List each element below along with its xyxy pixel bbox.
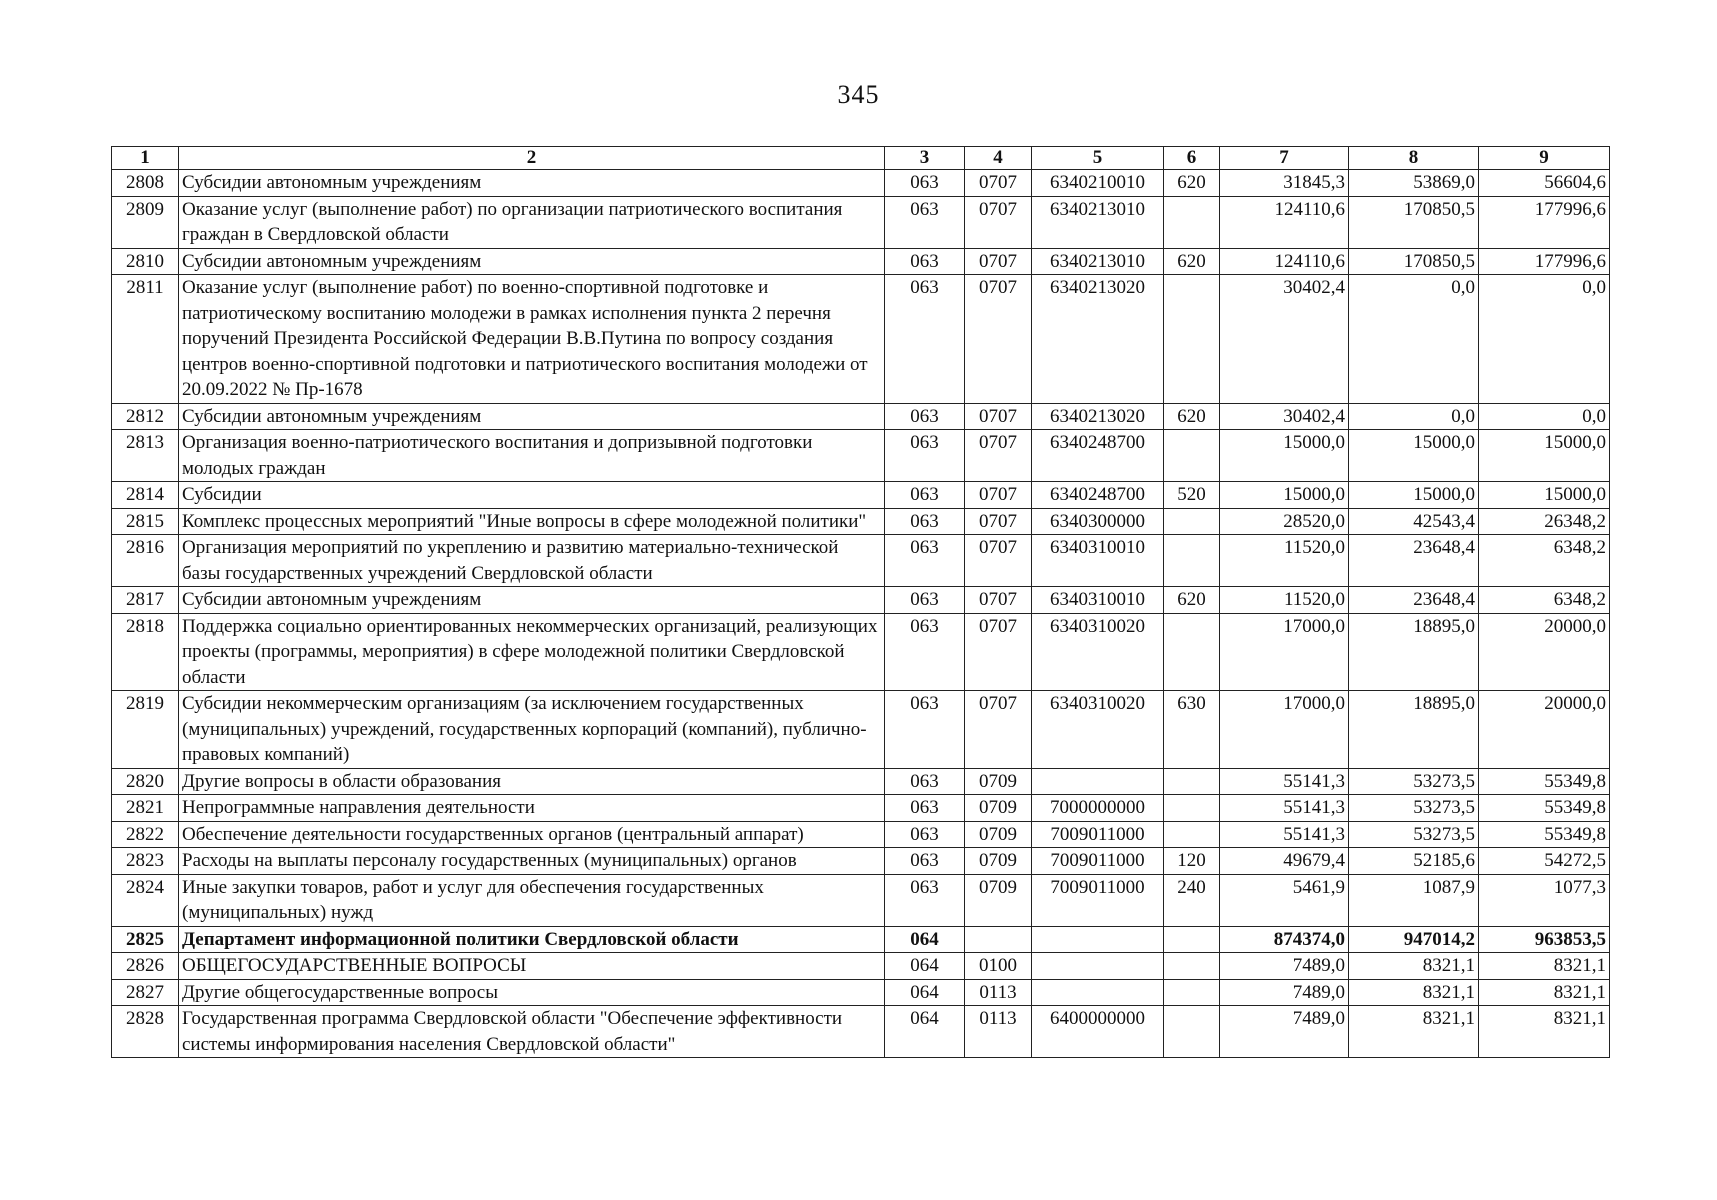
row-name-cell: Оказание услуг (выполнение работ) по военно-спортивной подготовке и патриотическому воспитанию молодежи в рамках исполнения пункта 2 перечня поручений Президента Российской Федерации В.В.Путина по вопросу создания центров военно-спортивной подготовки и патриотического воспитания молодежи от 20.09.2022 № Пр-1678 [179, 275, 885, 404]
value-2026-cell: 177996,6 [1479, 248, 1610, 275]
row-number-cell: 2811 [112, 275, 179, 404]
table-header-row [112, 147, 1610, 170]
value-2025-cell: 8321,1 [1349, 979, 1479, 1006]
target-article-cell: 6340310010 [1032, 587, 1164, 614]
value-2026-cell: 6348,2 [1479, 587, 1610, 614]
table-row [112, 795, 1610, 822]
expense-type-cell: 620 [1164, 248, 1220, 275]
expense-type-cell: 620 [1164, 170, 1220, 197]
value-2026-cell: 8321,1 [1479, 953, 1610, 980]
row-number-cell: 2822 [112, 821, 179, 848]
target-article-cell: 6340310020 [1032, 691, 1164, 769]
expense-type-cell: 630 [1164, 691, 1220, 769]
target-article-cell: 6340300000 [1032, 508, 1164, 535]
value-2024-cell: 11520,0 [1220, 535, 1349, 587]
value-2024-cell: 55141,3 [1220, 768, 1349, 795]
value-2025-cell: 42543,4 [1349, 508, 1479, 535]
row-number-cell: 2825 [112, 926, 179, 953]
target-article-cell [1032, 979, 1164, 1006]
row-number-cell: 2821 [112, 795, 179, 822]
header-col-5: 5 [1032, 147, 1164, 170]
table-row [112, 926, 1610, 953]
value-2024-cell: 7489,0 [1220, 953, 1349, 980]
page-number: 345 [837, 80, 880, 109]
value-2026-cell: 55349,8 [1479, 795, 1610, 822]
section-code-cell: 0707 [965, 691, 1032, 769]
ministry-code-cell: 063 [885, 535, 965, 587]
value-2024-cell: 7489,0 [1220, 979, 1349, 1006]
section-code-cell: 0707 [965, 482, 1032, 509]
table-row [112, 874, 1610, 926]
value-2025-cell: 0,0 [1349, 275, 1479, 404]
row-name-cell: Субсидии автономным учреждениям [179, 248, 885, 275]
ministry-code-cell: 063 [885, 248, 965, 275]
ministry-code-cell: 063 [885, 587, 965, 614]
budget-table [111, 146, 1610, 1058]
expense-type-cell [1164, 196, 1220, 248]
ministry-code-cell: 063 [885, 848, 965, 875]
value-2026-cell: 0,0 [1479, 403, 1610, 430]
target-article-cell: 6340213010 [1032, 248, 1164, 275]
row-name-cell: Субсидии некоммерческим организациям (за исключением государственных (муниципальных) учреждений, государственных корпораций (компаний), публично-правовых компаний) [179, 691, 885, 769]
row-name-cell: Государственная программа Свердловской области "Обеспечение эффективности системы информирования населения Свердловской области" [179, 1006, 885, 1058]
row-number-cell: 2827 [112, 979, 179, 1006]
header-col-8: 8 [1349, 147, 1479, 170]
row-number-cell: 2824 [112, 874, 179, 926]
value-2024-cell: 17000,0 [1220, 691, 1349, 769]
value-2025-cell: 170850,5 [1349, 248, 1479, 275]
expense-type-cell [1164, 821, 1220, 848]
row-number-cell: 2808 [112, 170, 179, 197]
row-name-cell: Комплекс процессных мероприятий "Иные вопросы в сфере молодежной политики" [179, 508, 885, 535]
expense-type-cell [1164, 613, 1220, 691]
section-code-cell: 0707 [965, 508, 1032, 535]
value-2026-cell: 56604,6 [1479, 170, 1610, 197]
section-code-cell [965, 926, 1032, 953]
ministry-code-cell: 064 [885, 953, 965, 980]
section-code-cell: 0707 [965, 275, 1032, 404]
value-2026-cell: 55349,8 [1479, 821, 1610, 848]
value-2025-cell: 53273,5 [1349, 821, 1479, 848]
table-row [112, 953, 1610, 980]
row-name-cell: Непрограммные направления деятельности [179, 795, 885, 822]
value-2024-cell: 28520,0 [1220, 508, 1349, 535]
expense-type-cell: 620 [1164, 403, 1220, 430]
table-row [112, 508, 1610, 535]
value-2026-cell: 54272,5 [1479, 848, 1610, 875]
target-article-cell: 7009011000 [1032, 874, 1164, 926]
value-2024-cell: 124110,6 [1220, 248, 1349, 275]
value-2024-cell: 874374,0 [1220, 926, 1349, 953]
row-name-cell: Иные закупки товаров, работ и услуг для обеспечения государственных (муниципальных) нужд [179, 874, 885, 926]
header-col-9: 9 [1479, 147, 1610, 170]
ministry-code-cell: 063 [885, 795, 965, 822]
value-2025-cell: 23648,4 [1349, 535, 1479, 587]
expense-type-cell [1164, 926, 1220, 953]
row-name-cell: Другие общегосударственные вопросы [179, 979, 885, 1006]
value-2024-cell: 15000,0 [1220, 482, 1349, 509]
table-row [112, 848, 1610, 875]
expense-type-cell: 240 [1164, 874, 1220, 926]
expense-type-cell [1164, 535, 1220, 587]
section-code-cell: 0709 [965, 795, 1032, 822]
row-number-cell: 2814 [112, 482, 179, 509]
value-2025-cell: 8321,1 [1349, 1006, 1479, 1058]
row-number-cell: 2809 [112, 196, 179, 248]
value-2024-cell: 55141,3 [1220, 795, 1349, 822]
ministry-code-cell: 063 [885, 482, 965, 509]
target-article-cell: 7000000000 [1032, 795, 1164, 822]
table-row [112, 482, 1610, 509]
value-2025-cell: 23648,4 [1349, 587, 1479, 614]
ministry-code-cell: 064 [885, 979, 965, 1006]
section-code-cell: 0113 [965, 979, 1032, 1006]
value-2024-cell: 11520,0 [1220, 587, 1349, 614]
value-2025-cell: 15000,0 [1349, 482, 1479, 509]
value-2025-cell: 1087,9 [1349, 874, 1479, 926]
row-name-cell: Субсидии автономным учреждениям [179, 587, 885, 614]
header-col-4: 4 [965, 147, 1032, 170]
table-row [112, 613, 1610, 691]
value-2025-cell: 8321,1 [1349, 953, 1479, 980]
section-code-cell: 0100 [965, 953, 1032, 980]
value-2026-cell: 26348,2 [1479, 508, 1610, 535]
row-number-cell: 2826 [112, 953, 179, 980]
row-name-cell: Департамент информационной политики Свердловской области [179, 926, 885, 953]
header-col-2: 2 [179, 147, 885, 170]
value-2025-cell: 52185,6 [1349, 848, 1479, 875]
value-2025-cell: 15000,0 [1349, 430, 1479, 482]
value-2026-cell: 20000,0 [1479, 613, 1610, 691]
row-number-cell: 2823 [112, 848, 179, 875]
ministry-code-cell: 063 [885, 275, 965, 404]
target-article-cell: 6340213020 [1032, 403, 1164, 430]
row-number-cell: 2818 [112, 613, 179, 691]
section-code-cell: 0707 [965, 535, 1032, 587]
row-number-cell: 2820 [112, 768, 179, 795]
table-row [112, 535, 1610, 587]
target-article-cell: 6340213010 [1032, 196, 1164, 248]
value-2026-cell: 963853,5 [1479, 926, 1610, 953]
value-2026-cell: 6348,2 [1479, 535, 1610, 587]
section-code-cell: 0707 [965, 196, 1032, 248]
table-row [112, 821, 1610, 848]
row-number-cell: 2819 [112, 691, 179, 769]
header-col-1: 1 [112, 147, 179, 170]
expense-type-cell [1164, 508, 1220, 535]
row-name-cell: Субсидии [179, 482, 885, 509]
row-number-cell: 2813 [112, 430, 179, 482]
section-code-cell: 0709 [965, 768, 1032, 795]
table-row [112, 275, 1610, 404]
header-col-3: 3 [885, 147, 965, 170]
value-2024-cell: 5461,9 [1220, 874, 1349, 926]
table-row [112, 768, 1610, 795]
target-article-cell: 6340310020 [1032, 613, 1164, 691]
ministry-code-cell: 063 [885, 821, 965, 848]
section-code-cell: 0707 [965, 587, 1032, 614]
ministry-code-cell: 064 [885, 1006, 965, 1058]
row-number-cell: 2812 [112, 403, 179, 430]
value-2024-cell: 124110,6 [1220, 196, 1349, 248]
row-name-cell: Организация военно-патриотического воспитания и допризывной подготовки молодых граждан [179, 430, 885, 482]
value-2026-cell: 20000,0 [1479, 691, 1610, 769]
value-2024-cell: 30402,4 [1220, 275, 1349, 404]
row-name-cell: Поддержка социально ориентированных некоммерческих организаций, реализующих проекты (программы, мероприятия) в сфере молодежной политики Свердловской области [179, 613, 885, 691]
ministry-code-cell: 063 [885, 508, 965, 535]
value-2024-cell: 7489,0 [1220, 1006, 1349, 1058]
section-code-cell: 0707 [965, 170, 1032, 197]
ministry-code-cell: 063 [885, 196, 965, 248]
value-2025-cell: 18895,0 [1349, 613, 1479, 691]
target-article-cell [1032, 926, 1164, 953]
section-code-cell: 0707 [965, 403, 1032, 430]
value-2026-cell: 55349,8 [1479, 768, 1610, 795]
section-code-cell: 0113 [965, 1006, 1032, 1058]
value-2024-cell: 55141,3 [1220, 821, 1349, 848]
value-2026-cell: 1077,3 [1479, 874, 1610, 926]
value-2025-cell: 18895,0 [1349, 691, 1479, 769]
row-name-cell: Организация мероприятий по укреплению и развитию материально-технической базы государственных учреждений Свердловской области [179, 535, 885, 587]
header-col-7: 7 [1220, 147, 1349, 170]
row-number-cell: 2816 [112, 535, 179, 587]
target-article-cell: 6340310010 [1032, 535, 1164, 587]
value-2024-cell: 49679,4 [1220, 848, 1349, 875]
row-name-cell: Субсидии автономным учреждениям [179, 170, 885, 197]
row-number-cell: 2810 [112, 248, 179, 275]
value-2026-cell: 15000,0 [1479, 430, 1610, 482]
row-name-cell: Субсидии автономным учреждениям [179, 403, 885, 430]
expense-type-cell: 520 [1164, 482, 1220, 509]
target-article-cell: 6340248700 [1032, 482, 1164, 509]
table-row [112, 587, 1610, 614]
target-article-cell: 6340210010 [1032, 170, 1164, 197]
value-2025-cell: 0,0 [1349, 403, 1479, 430]
table-body [112, 170, 1610, 1058]
value-2025-cell: 53273,5 [1349, 795, 1479, 822]
ministry-code-cell: 063 [885, 403, 965, 430]
value-2025-cell: 53869,0 [1349, 170, 1479, 197]
row-number-cell: 2817 [112, 587, 179, 614]
value-2025-cell: 947014,2 [1349, 926, 1479, 953]
value-2026-cell: 8321,1 [1479, 979, 1610, 1006]
value-2026-cell: 177996,6 [1479, 196, 1610, 248]
target-article-cell: 6400000000 [1032, 1006, 1164, 1058]
target-article-cell: 7009011000 [1032, 821, 1164, 848]
value-2024-cell: 17000,0 [1220, 613, 1349, 691]
target-article-cell: 6340213020 [1032, 275, 1164, 404]
ministry-code-cell: 063 [885, 170, 965, 197]
section-code-cell: 0707 [965, 430, 1032, 482]
section-code-cell: 0709 [965, 874, 1032, 926]
table-row [112, 430, 1610, 482]
row-name-cell: Другие вопросы в области образования [179, 768, 885, 795]
section-code-cell: 0707 [965, 248, 1032, 275]
value-2026-cell: 8321,1 [1479, 1006, 1610, 1058]
row-name-cell: Расходы на выплаты персоналу государственных (муниципальных) органов [179, 848, 885, 875]
expense-type-cell [1164, 1006, 1220, 1058]
expense-type-cell [1164, 768, 1220, 795]
row-name-cell: Обеспечение деятельности государственных органов (центральный аппарат) [179, 821, 885, 848]
value-2024-cell: 15000,0 [1220, 430, 1349, 482]
ministry-code-cell: 064 [885, 926, 965, 953]
ministry-code-cell: 063 [885, 768, 965, 795]
target-article-cell: 6340248700 [1032, 430, 1164, 482]
ministry-code-cell: 063 [885, 430, 965, 482]
row-number-cell: 2828 [112, 1006, 179, 1058]
expense-type-cell: 120 [1164, 848, 1220, 875]
row-name-cell: ОБЩЕГОСУДАРСТВЕННЫЕ ВОПРОСЫ [179, 953, 885, 980]
row-name-cell: Оказание услуг (выполнение работ) по организации патриотического воспитания граждан в Свердловской области [179, 196, 885, 248]
ministry-code-cell: 063 [885, 691, 965, 769]
row-number-cell: 2815 [112, 508, 179, 535]
ministry-code-cell: 063 [885, 613, 965, 691]
target-article-cell [1032, 953, 1164, 980]
value-2025-cell: 170850,5 [1349, 196, 1479, 248]
expense-type-cell [1164, 430, 1220, 482]
table-row [112, 170, 1610, 197]
value-2026-cell: 15000,0 [1479, 482, 1610, 509]
table-row [112, 691, 1610, 769]
expense-type-cell [1164, 953, 1220, 980]
expense-type-cell [1164, 275, 1220, 404]
value-2026-cell: 0,0 [1479, 275, 1610, 404]
value-2025-cell: 53273,5 [1349, 768, 1479, 795]
header-col-6: 6 [1164, 147, 1220, 170]
section-code-cell: 0709 [965, 821, 1032, 848]
target-article-cell [1032, 768, 1164, 795]
table-row [112, 1006, 1610, 1058]
target-article-cell: 7009011000 [1032, 848, 1164, 875]
table-row [112, 979, 1610, 1006]
table-row [112, 403, 1610, 430]
section-code-cell: 0709 [965, 848, 1032, 875]
value-2024-cell: 30402,4 [1220, 403, 1349, 430]
expense-type-cell [1164, 795, 1220, 822]
table-row [112, 196, 1610, 248]
section-code-cell: 0707 [965, 613, 1032, 691]
expense-type-cell: 620 [1164, 587, 1220, 614]
expense-type-cell [1164, 979, 1220, 1006]
ministry-code-cell: 063 [885, 874, 965, 926]
table-row [112, 248, 1610, 275]
value-2024-cell: 31845,3 [1220, 170, 1349, 197]
